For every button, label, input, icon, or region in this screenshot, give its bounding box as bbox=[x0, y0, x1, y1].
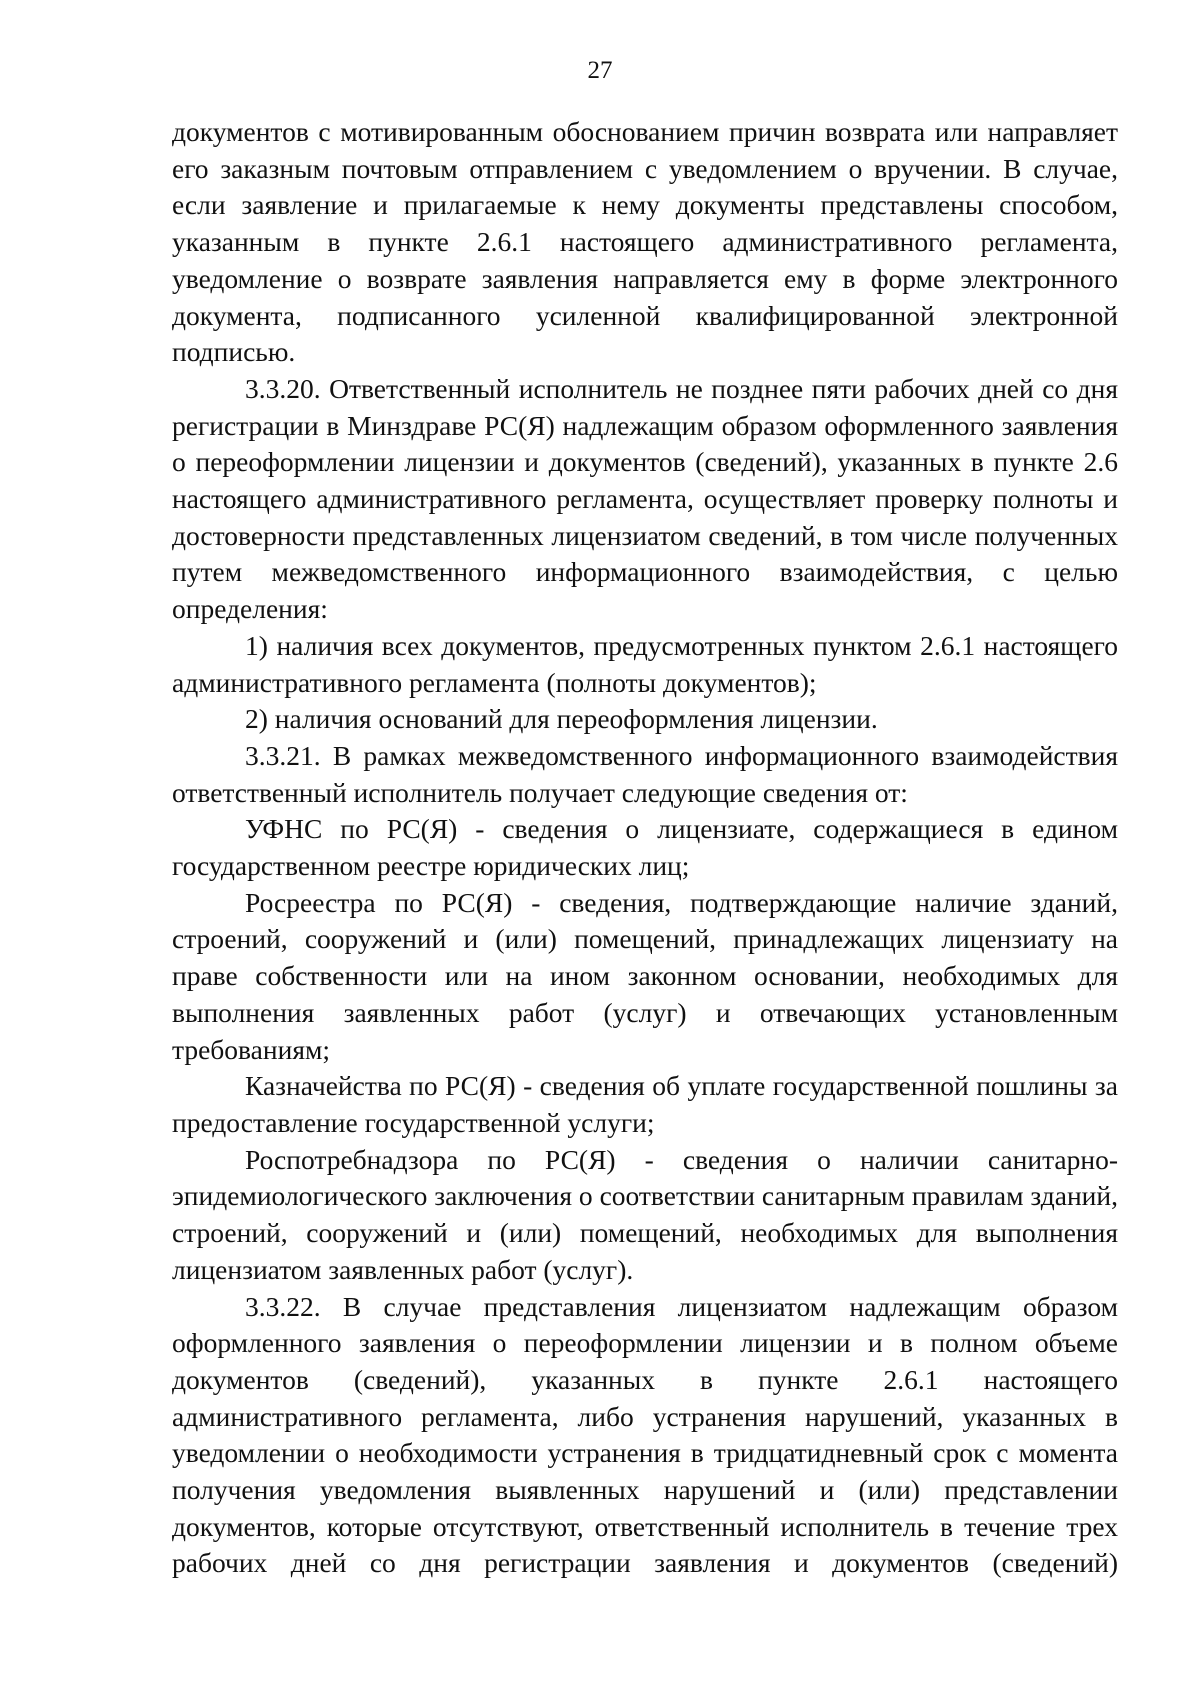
paragraph-ufns: УФНС по РС(Я) - сведения о лицензиате, содержащиеся в едином государственном реестре юридических лиц; bbox=[172, 813, 1118, 882]
paragraph-list-item-2: 2) наличия оснований для переоформления лицензии. bbox=[245, 703, 878, 735]
paragraph-rosreestr: Росреестра по РС(Я) - сведения, подтверждающие наличие зданий, строений, сооружений и (или) помещений, принадлежащих лицензиату на праве собственности или на ином законном основании, необходимых для выполнения заявленных работ (услуг) и отвечающих установленным требованиям; bbox=[172, 886, 1118, 1065]
document-body bbox=[172, 114, 1118, 1582]
paragraph-list-item-1: 1) наличия всех документов, предусмотренных пунктом 2.6.1 настоящего административного регламента (полноты документов); bbox=[172, 629, 1118, 698]
paragraph-treasury: Казначейства по РС(Я) - сведения об уплате государственной пошлины за предоставление государственной услуги; bbox=[172, 1070, 1118, 1138]
paragraph-3-3-22: 3.3.22. В случае представления лицензиатом надлежащим образом оформленного заявления о переоформлении лицензии и в полном объеме документов (сведений), указанных в пункте 2.6.1 настоящего административного регламента, либо устранения нарушений, указанных в уведомлении о необходимости устранения в тридцатидневный срок с момента получения уведомления выявленных нарушений и (или) представлении документов, которые отсутствуют, ответственный исполнитель в течение трех рабочих дней со дня регистрации заявления и документов (сведений) bbox=[172, 1290, 1118, 1579]
paragraph-return-notice: документов с мотивированным обоснованием причин возврата или направляет его заказным почтовым отправлением с уведомлением о вручении. В случае, если заявление и прилагаемые к нему документы представлены способом, указанным в пункте 2.6.1 настоящего административного регламента, уведомление о возврате заявления направляется ему в форме электронного документа, подписанного усиленной квалифицированной электронной подписью. bbox=[172, 116, 1118, 368]
paragraph-3-3-20: 3.3.20. Ответственный исполнитель не позднее пяти рабочих дней со дня регистрации в Минздраве РС(Я) надлежащим образом оформленного заявления о переоформлении лицензии и документов (сведений), указанных в пункте 2.6 настоящего административного регламента, осуществляет проверку полноты и достоверности представленных лицензиатом сведений, в том числе полученных путем межведомственного информационного взаимодействия, с целью определения: bbox=[172, 372, 1118, 625]
paragraph-3-3-21: 3.3.21. В рамках межведомственного информационного взаимодействия ответственный исполнитель получает следующие сведения от: bbox=[172, 739, 1118, 808]
paragraph-rospotrebnadzor: Роспотребнадзора по РС(Я) - сведения о наличии санитарно-эпидемиологического заключения о соответствии санитарным правилам зданий, строений, сооружений и (или) помещений, необходимых для выполнения лицензиатом заявленных работ (услуг). bbox=[172, 1143, 1118, 1285]
page-number: 27 bbox=[587, 57, 613, 84]
